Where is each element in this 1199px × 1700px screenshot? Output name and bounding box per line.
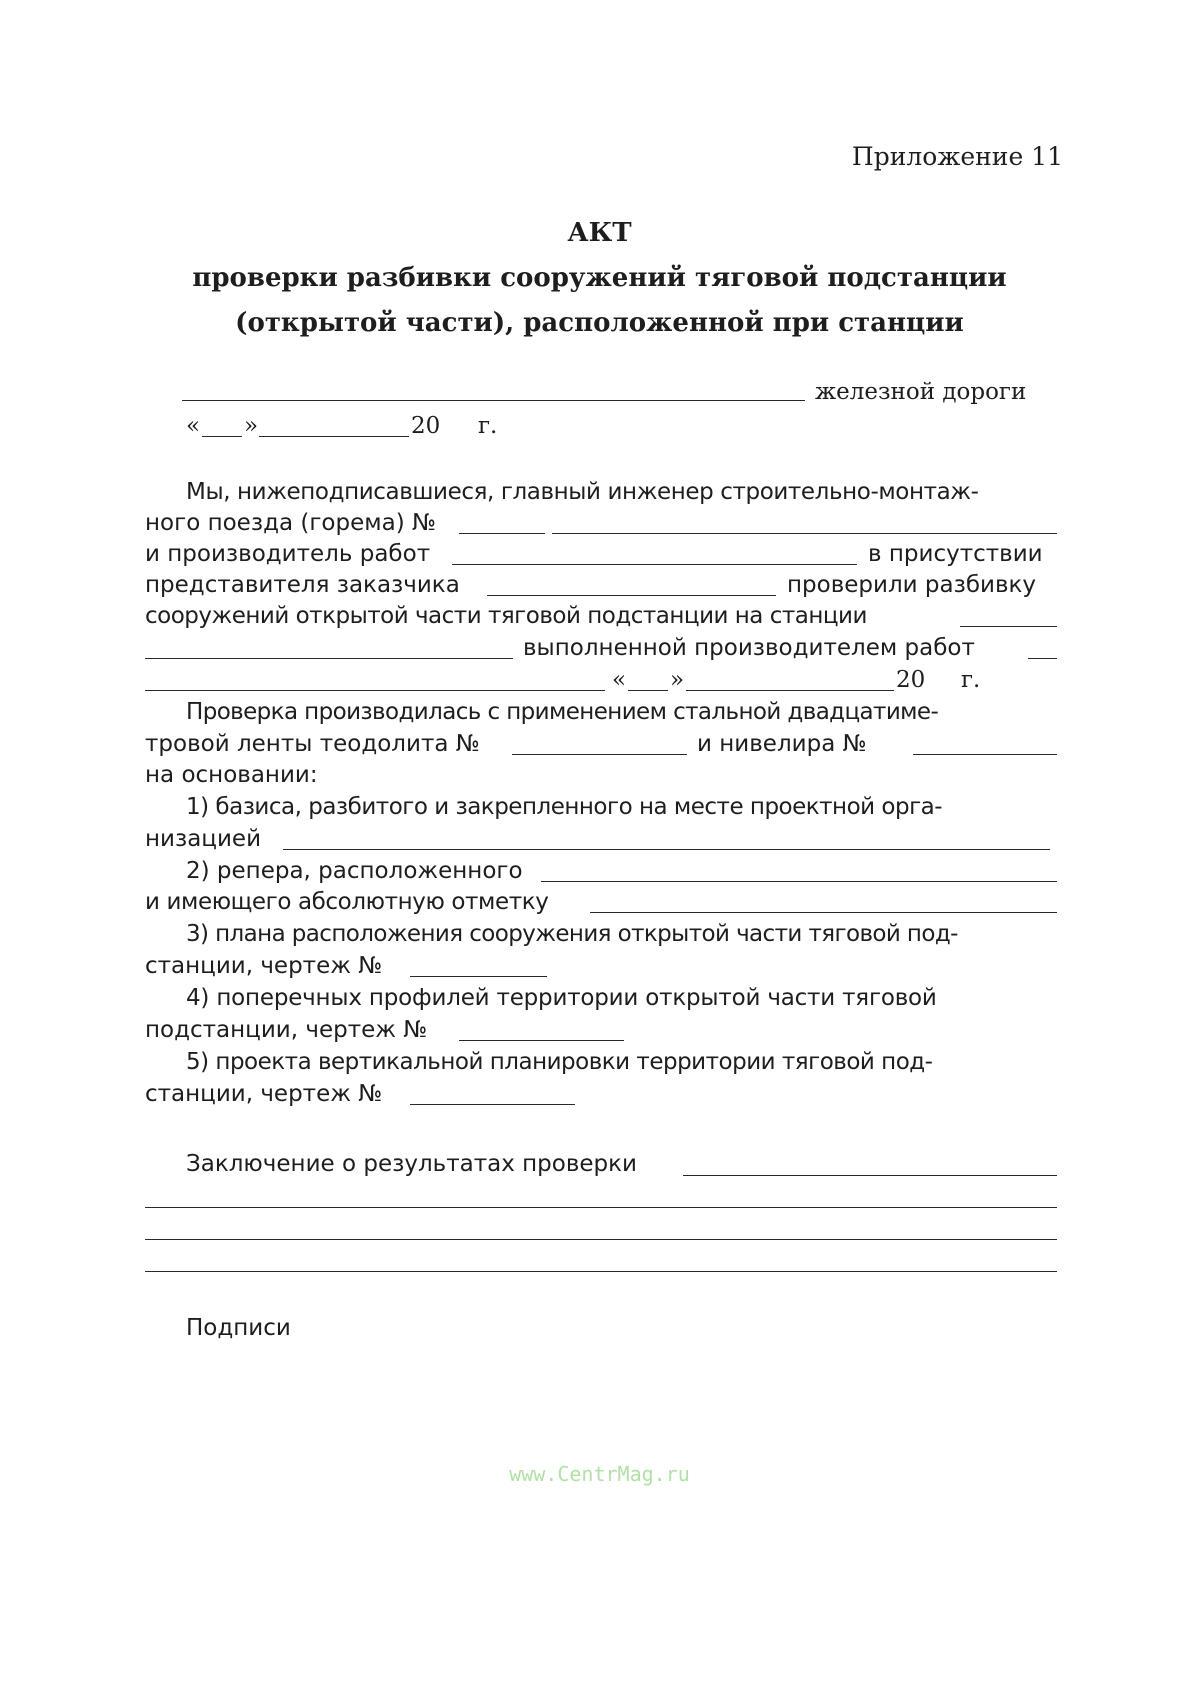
conclusion-label: Заключение о результатах проверки <box>186 1151 637 1177</box>
performer-name-continuation-blank <box>145 690 605 691</box>
body-line: 3) плана расположения сооружения открытой части тяговой под- <box>186 921 958 947</box>
date-close-quote: » <box>244 413 259 439</box>
conclusion-blank <box>145 1271 1057 1272</box>
body-line: 1) базиса, разбитого и закрепленного на месте проектной орга- <box>186 794 943 820</box>
conclusion-blank <box>145 1207 1057 1208</box>
body-line: выполненной производителем работ <box>523 635 975 661</box>
check-date-close-quote: » <box>670 667 685 693</box>
performer-name-blank <box>1028 658 1057 659</box>
plan-drawing-number-blank <box>410 976 547 977</box>
body-line: и имеющего абсолютную отметку <box>145 889 549 915</box>
body-line: на основании: <box>145 762 318 788</box>
document-subtitle-line-2: (открытой части), расположенной при станции <box>235 308 964 338</box>
date-year-suffix: г. <box>478 413 498 439</box>
check-date-year-suffix: г. <box>961 667 981 693</box>
train-number-blank <box>459 533 545 534</box>
benchmark-location-blank <box>541 881 1057 882</box>
date-month-blank <box>259 436 409 437</box>
body-line: 5) проекта вертикальной планировки территории тяговой под- <box>186 1049 933 1075</box>
railway-label: железной дороги <box>815 379 1027 405</box>
watermark: www.CentrMag.ru <box>509 1462 690 1486</box>
body-line: подстанции, чертеж № <box>145 1017 428 1043</box>
signatures-label: Подписи <box>186 1315 291 1341</box>
date-open-quote: « <box>186 413 201 439</box>
customer-representative-blank <box>487 595 776 596</box>
check-date-day-blank <box>628 690 668 691</box>
body-line: Мы, нижеподписавшиеся, главный инженер строительно-монтаж- <box>186 479 979 505</box>
body-line: тровой ленты теодолита № <box>145 731 480 757</box>
conclusion-blank <box>145 1239 1057 1240</box>
check-date-open-quote: « <box>612 667 627 693</box>
document-title: АКТ <box>567 218 632 248</box>
body-line: в присутствии <box>868 541 1043 567</box>
body-line: 2) репера, расположенного <box>186 858 523 884</box>
design-organization-blank <box>283 849 1050 850</box>
level-number-blank <box>913 754 1057 755</box>
planning-drawing-number-blank <box>410 1104 575 1105</box>
body-line: сооружений открытой части тяговой подстанции на станции <box>145 603 867 629</box>
conclusion-blank <box>683 1175 1057 1176</box>
date-day-blank <box>202 436 242 437</box>
check-date-month-blank <box>686 690 894 691</box>
profiles-drawing-number-blank <box>459 1040 624 1041</box>
check-date-year: 20 <box>896 667 926 693</box>
absolute-mark-blank <box>590 912 1057 913</box>
document-subtitle-line-1: проверки разбивки сооружений тяговой подстанции <box>192 263 1007 293</box>
body-line: и нивелира № <box>697 731 867 757</box>
body-line: станции, чертеж № <box>145 1081 383 1107</box>
railway-name-blank <box>182 400 805 401</box>
body-line: проверили разбивку <box>787 572 1037 598</box>
body-line: и производитель работ <box>145 541 431 567</box>
body-line: 4) поперечных профилей территории открытой части тяговой <box>186 985 937 1011</box>
body-line: низацией <box>145 826 262 852</box>
station-name-continuation-blank <box>145 658 513 659</box>
chief-engineer-name-blank <box>552 533 1057 534</box>
station-name-blank <box>960 626 1057 627</box>
body-line: станции, чертеж № <box>145 953 383 979</box>
date-year: 20 <box>411 413 441 439</box>
body-line: Проверка производилась с применением стальной двадцатиме- <box>186 699 939 725</box>
theodolite-number-blank <box>512 754 687 755</box>
appendix-label: Приложение 11 <box>851 142 1063 171</box>
works-manager-name-blank <box>452 564 857 565</box>
body-line: представителя заказчика <box>145 572 460 598</box>
body-line: ного поезда (горема) № <box>145 510 436 536</box>
